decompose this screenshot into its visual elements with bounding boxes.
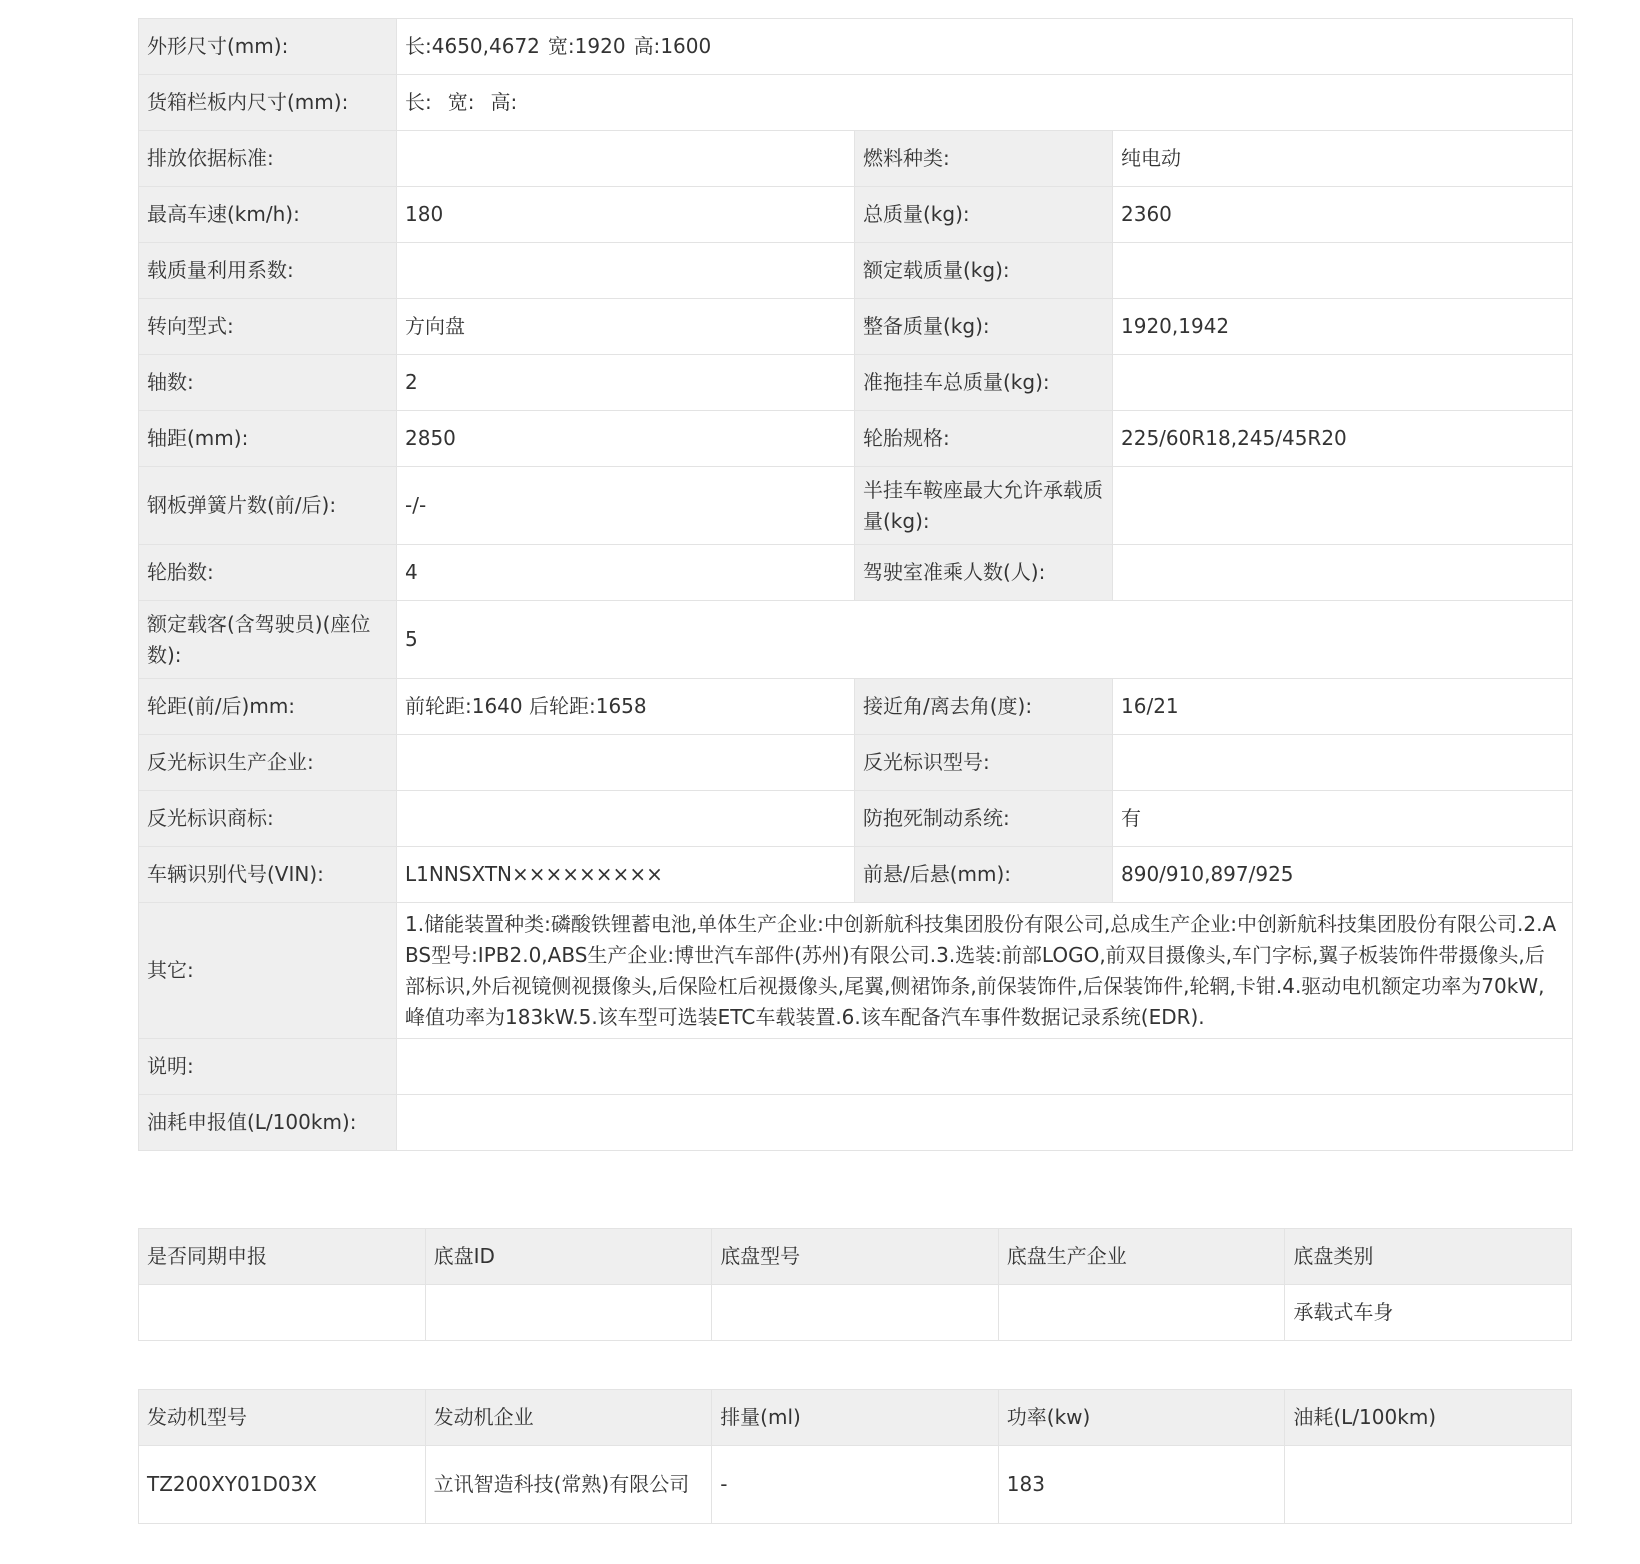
engine-header-row bbox=[139, 1390, 1572, 1446]
rated-load-label: 额定载质量(kg): bbox=[855, 243, 1113, 299]
spec-row bbox=[139, 187, 1573, 243]
table-cell bbox=[139, 1285, 426, 1341]
leaf-spring-label: 钢板弹簧片数(前/后): bbox=[139, 467, 397, 545]
table-cell: TZ200XY01D03X bbox=[139, 1446, 426, 1524]
saddle-load-label: 半挂车鞍座最大允许承载质量(kg): bbox=[855, 467, 1113, 545]
fuel-consumption-label: 油耗申报值(L/100km): bbox=[139, 1095, 397, 1151]
tire-spec-label: 轮胎规格: bbox=[855, 411, 1113, 467]
max-speed-value: 180 bbox=[397, 187, 855, 243]
rated-load-value bbox=[1113, 243, 1573, 299]
spec-row-dimensions bbox=[139, 19, 1573, 75]
spec-row-cargo bbox=[139, 75, 1573, 131]
tire-spec-value: 225/60R18,245/45R20 bbox=[1113, 411, 1573, 467]
other-label: 其它: bbox=[139, 903, 397, 1039]
steering-value: 方向盘 bbox=[397, 299, 855, 355]
column-header: 发动机企业 bbox=[425, 1390, 712, 1446]
steering-label: 转向型式: bbox=[139, 299, 397, 355]
column-header: 底盘型号 bbox=[712, 1229, 999, 1285]
other-value: 1.储能装置种类:磷酸铁锂蓄电池,单体生产企业:中创新航科技集团股份有限公司,总成生产企业:中创新航科技集团股份有限公司.2.ABS型号:IPB2.0,ABS生产企业:博世汽车部件(苏州)有限公司.3.选装:前部LOGO,前双目摄像头,车门字标,翼子板装饰件带摄像头,后部标识,外后视镜侧视摄像头,后保险杠后视摄像头,尾翼,侧裙饰条,前保装饰件,后保装饰件,轮辋,卡钳.4.驱动电机额定功率为70kW,峰值功率为183kW.5.该车型可选装ETC车载装置.6.该车配备汽车事件数据记录系统(EDR). bbox=[397, 903, 1573, 1039]
saddle-load-value bbox=[1113, 467, 1573, 545]
reflector-model-label: 反光标识型号: bbox=[855, 735, 1113, 791]
cargo-dims-label: 货箱栏板内尺寸(mm): bbox=[139, 75, 397, 131]
spec-row bbox=[139, 903, 1573, 1039]
max-speed-label: 最高车速(km/h): bbox=[139, 187, 397, 243]
chassis-header-row bbox=[139, 1229, 1572, 1285]
spec-row bbox=[139, 131, 1573, 187]
column-header: 底盘类别 bbox=[1285, 1229, 1572, 1285]
reflector-brand-label: 反光标识商标: bbox=[139, 791, 397, 847]
column-header: 油耗(L/100km) bbox=[1285, 1390, 1572, 1446]
column-header: 底盘ID bbox=[425, 1229, 712, 1285]
spec-row bbox=[139, 1095, 1573, 1151]
column-header: 底盘生产企业 bbox=[998, 1229, 1285, 1285]
reflector-model-value bbox=[1113, 735, 1573, 791]
vehicle-spec-table bbox=[138, 18, 1573, 1151]
emission-value bbox=[397, 131, 855, 187]
trailer-mass-label: 准拖挂车总质量(kg): bbox=[855, 355, 1113, 411]
chassis-table bbox=[138, 1228, 1572, 1341]
track-label: 轮距(前/后)mm: bbox=[139, 679, 397, 735]
trailer-mass-value bbox=[1113, 355, 1573, 411]
table-cell bbox=[1285, 1446, 1572, 1524]
note-value bbox=[397, 1039, 1573, 1095]
cargo-dims-value: 长: 宽: 高: bbox=[397, 75, 1573, 131]
column-header: 排量(ml) bbox=[712, 1390, 999, 1446]
table-row bbox=[139, 1285, 1572, 1341]
leaf-spring-value: -/- bbox=[397, 467, 855, 545]
abs-label: 防抱死制动系统: bbox=[855, 791, 1113, 847]
emission-label: 排放依据标准: bbox=[139, 131, 397, 187]
spec-row bbox=[139, 847, 1573, 903]
seats-value: 5 bbox=[397, 601, 1573, 679]
seats-label: 额定载客(含驾驶员)(座位数): bbox=[139, 601, 397, 679]
reflector-brand-value bbox=[397, 791, 855, 847]
reflector-maker-label: 反光标识生产企业: bbox=[139, 735, 397, 791]
load-util-value bbox=[397, 243, 855, 299]
table-cell: 立讯智造科技(常熟)有限公司 bbox=[425, 1446, 712, 1524]
axles-label: 轴数: bbox=[139, 355, 397, 411]
fuel-consumption-value bbox=[397, 1095, 1573, 1151]
overhang-value: 890/910,897/925 bbox=[1113, 847, 1573, 903]
spec-row bbox=[139, 355, 1573, 411]
axles-value: 2 bbox=[397, 355, 855, 411]
cab-passengers-label: 驾驶室准乘人数(人): bbox=[855, 545, 1113, 601]
column-header: 功率(kw) bbox=[998, 1390, 1285, 1446]
table-cell: 承载式车身 bbox=[1285, 1285, 1572, 1341]
angles-value: 16/21 bbox=[1113, 679, 1573, 735]
table-cell: 183 bbox=[998, 1446, 1285, 1524]
fuel-type-label: 燃料种类: bbox=[855, 131, 1113, 187]
spec-row bbox=[139, 735, 1573, 791]
engine-table bbox=[138, 1389, 1572, 1524]
overhang-label: 前悬/后悬(mm): bbox=[855, 847, 1113, 903]
spec-row bbox=[139, 791, 1573, 847]
spec-row bbox=[139, 679, 1573, 735]
wheelbase-value: 2850 bbox=[397, 411, 855, 467]
track-value: 前轮距:1640 后轮距:1658 bbox=[397, 679, 855, 735]
spec-row bbox=[139, 601, 1573, 679]
vin-label: 车辆识别代号(VIN): bbox=[139, 847, 397, 903]
abs-value: 有 bbox=[1113, 791, 1573, 847]
spec-row bbox=[139, 467, 1573, 545]
spec-row bbox=[139, 411, 1573, 467]
spec-row bbox=[139, 1039, 1573, 1095]
column-header: 发动机型号 bbox=[139, 1390, 426, 1446]
table-row bbox=[139, 1446, 1572, 1524]
load-util-label: 载质量利用系数: bbox=[139, 243, 397, 299]
total-mass-label: 总质量(kg): bbox=[855, 187, 1113, 243]
angles-label: 接近角/离去角(度): bbox=[855, 679, 1113, 735]
table-cell: - bbox=[712, 1446, 999, 1524]
table-cell bbox=[425, 1285, 712, 1341]
dimensions-label: 外形尺寸(mm): bbox=[139, 19, 397, 75]
vin-value: L1NNSXTN××××××××× bbox=[397, 847, 855, 903]
cab-passengers-value bbox=[1113, 545, 1573, 601]
wheelbase-label: 轴距(mm): bbox=[139, 411, 397, 467]
reflector-maker-value bbox=[397, 735, 855, 791]
table-cell bbox=[712, 1285, 999, 1341]
spec-row bbox=[139, 545, 1573, 601]
tire-count-value: 4 bbox=[397, 545, 855, 601]
tire-count-label: 轮胎数: bbox=[139, 545, 397, 601]
curb-mass-value: 1920,1942 bbox=[1113, 299, 1573, 355]
note-label: 说明: bbox=[139, 1039, 397, 1095]
fuel-type-value: 纯电动 bbox=[1113, 131, 1573, 187]
dimensions-value: 长:4650,4672 宽:1920 高:1600 bbox=[397, 19, 1573, 75]
total-mass-value: 2360 bbox=[1113, 187, 1573, 243]
spec-row bbox=[139, 299, 1573, 355]
table-cell bbox=[998, 1285, 1285, 1341]
curb-mass-label: 整备质量(kg): bbox=[855, 299, 1113, 355]
column-header: 是否同期申报 bbox=[139, 1229, 426, 1285]
spec-row bbox=[139, 243, 1573, 299]
